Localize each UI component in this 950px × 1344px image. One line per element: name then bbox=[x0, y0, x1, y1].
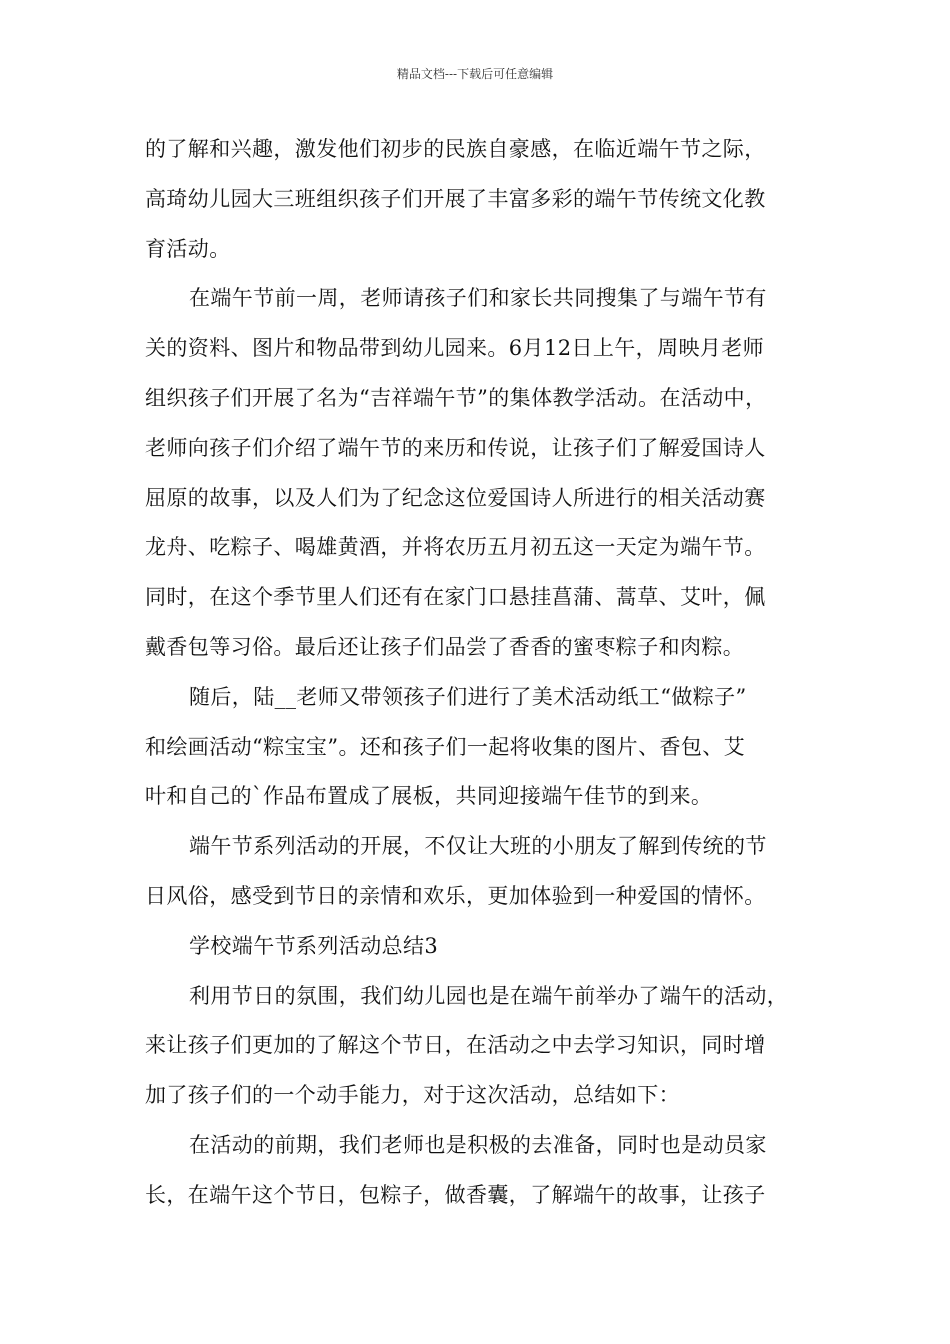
document-body bbox=[145, 125, 845, 1221]
text-line: 利用节日的氛围，我们幼儿园也是在端午前举办了端午的活动， bbox=[189, 983, 789, 1008]
text-line: 龙舟、吃粽子、喝雄黄酒，并将农历五月初五这一天定为端午节。 bbox=[145, 535, 766, 560]
text-line: 老师向孩子们介绍了端午节的来历和传说，让孩子们了解爱国诗人 bbox=[145, 435, 766, 460]
text-line: 同时，在这个季节里人们还有在家门口悬挂菖蒲、蒿草、艾叶，佩 bbox=[145, 585, 766, 610]
text-line: 来让孩子们更加的了解这个节日，在活动之中去学习知识，同时增 bbox=[145, 1033, 766, 1058]
text-line: 关的资料、图片和物品带到幼儿园来。6月12日上午，周映月老师 bbox=[145, 336, 765, 361]
text-line: 学校端午节系列活动总结3 bbox=[189, 933, 439, 958]
text-line: 组织孩子们开展了名为“吉祥端午节”的集体教学活动。在活动中， bbox=[145, 385, 767, 410]
text-line: 端午节系列活动的开展，不仅让大班的小朋友了解到传统的节 bbox=[189, 834, 767, 859]
text-line: 和绘画活动“粽宝宝”。还和孩子们一起将收集的图片、香包、艾 bbox=[145, 734, 746, 759]
text-line: 日风俗，感受到节日的亲情和欢乐，更加体验到一种爱国的情怀。 bbox=[145, 883, 766, 908]
text-line: 戴香包等习俗。最后还让孩子们品尝了香香的蜜枣粽子和肉粽。 bbox=[145, 634, 745, 659]
text-line: 叶和自己的`作品布置成了展板，共同迎接端午佳节的到来。 bbox=[145, 784, 713, 809]
page-header: 精品文档---下载后可任意编辑 bbox=[396, 67, 554, 81]
text-line: 随后，陆__老师又带领孩子们进行了美术活动纸工“做粽子” bbox=[189, 684, 747, 709]
text-line: 的了解和兴趣，激发他们初步的民族自豪感，在临近端午节之际， bbox=[145, 137, 766, 161]
text-line: 屈原的故事，以及人们为了纪念这位爱国诗人所进行的相关活动赛 bbox=[145, 485, 766, 510]
text-line: 在端午节前一周，老师请孩子们和家长共同搜集了与端午节有 bbox=[189, 286, 767, 311]
text-line: 高琦幼儿园大三班组织孩子们开展了丰富多彩的端午节传统文化教 bbox=[145, 186, 766, 211]
text-line: 加了孩子们的一个动手能力，对于这次活动，总结如下： bbox=[145, 1083, 680, 1108]
text-line: 长，在端午这个节日，包粽子，做香囊，了解端午的故事，让孩子 bbox=[145, 1182, 766, 1207]
text-line: 在活动的前期，我们老师也是积极的去准备，同时也是动员家 bbox=[189, 1132, 767, 1157]
text-line: 育活动。 bbox=[145, 236, 231, 261]
